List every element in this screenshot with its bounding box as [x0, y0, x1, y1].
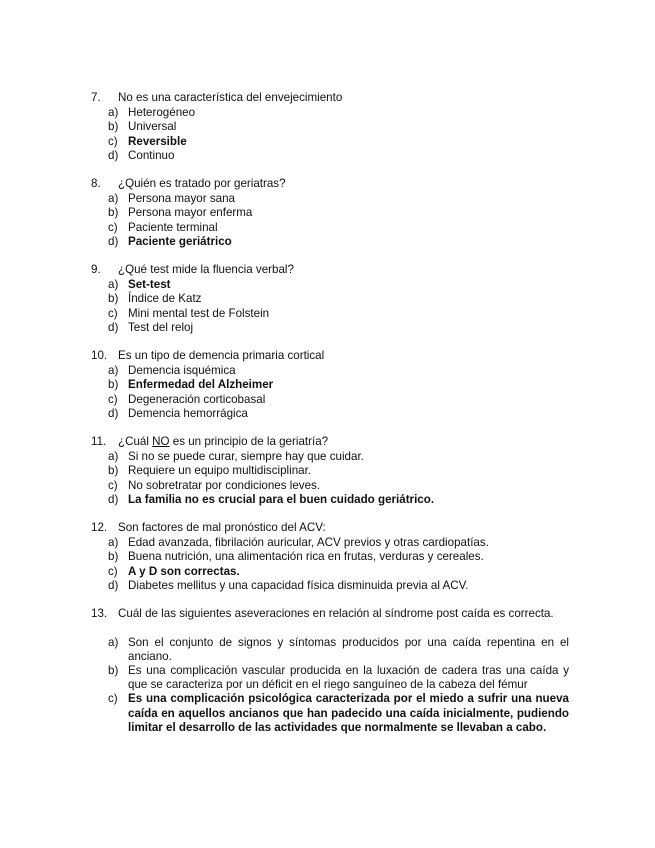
option-letter: a)	[108, 535, 119, 549]
question-10	[91, 349, 569, 422]
question-8	[91, 177, 569, 250]
option-text: Es una complicación vascular producida en la luxación de cadera tras una caída y que se caracteriza por un déficit en el riego sanguíneo de la cabeza del fémur	[128, 663, 569, 692]
option-letter: d)	[108, 321, 119, 334]
option-a	[91, 636, 569, 664]
option-text: Universal	[128, 120, 177, 133]
question-text: Es un tipo de demencia primaria cortical	[118, 349, 325, 362]
option-d	[91, 407, 569, 422]
option-text: Índice de Katz	[128, 292, 202, 305]
option-d	[91, 579, 569, 594]
question-stem	[91, 521, 569, 536]
question-number: 9.	[91, 263, 101, 276]
question-number: 8.	[91, 177, 101, 190]
question-stem	[91, 91, 569, 106]
option-text: Buena nutrición, una alimentación rica en frutas, verduras y cereales.	[128, 550, 484, 563]
option-text: Son el conjunto de signos y síntomas producidos por una caída repentina en el anciano.	[128, 635, 569, 663]
option-letter: b)	[108, 292, 119, 305]
option-letter: c)	[108, 220, 118, 234]
question-11	[91, 435, 569, 508]
options-list	[91, 364, 569, 422]
option-text: No sobretratar por condiciones leves.	[128, 478, 321, 492]
question-text-underlined: NO	[152, 435, 170, 448]
option-letter: d)	[108, 149, 119, 162]
question-stem	[91, 607, 569, 622]
option-letter: c)	[108, 692, 118, 706]
option-text-answer: A y D son correctas.	[128, 564, 240, 578]
option-b	[91, 664, 569, 692]
option-text: Persona mayor enferma	[128, 206, 253, 219]
option-letter: d)	[108, 493, 119, 506]
question-text: ¿Qué test mide la fluencia verbal?	[118, 263, 294, 276]
option-text: Mini mental test de Folstein	[128, 306, 270, 320]
option-text-answer: Set-test	[128, 277, 171, 291]
option-text-answer: Es una complicación psicológica caracterizada por el miedo a sufrir una nueva caída en aquellos ancianos que han padecido una caída inicialmente, pudiendo limitar el desarrollo de las actividades que normalmente se llevaban a cabo.	[128, 692, 569, 734]
option-letter: c)	[108, 306, 118, 320]
question-text	[118, 435, 328, 450]
option-b	[91, 292, 569, 307]
option-text: Degeneración corticobasal	[128, 392, 266, 406]
option-text: Si no se puede curar, siempre hay que cuidar.	[128, 449, 364, 463]
option-c	[91, 221, 569, 236]
question-text: Son factores de mal pronóstico del ACV:	[118, 521, 326, 534]
option-letter: c)	[108, 478, 118, 492]
question-7	[91, 91, 569, 164]
option-letter: a)	[108, 191, 119, 205]
question-13	[91, 607, 569, 735]
option-text: Demencia isquémica	[128, 363, 236, 377]
option-d	[91, 235, 569, 250]
option-letter: a)	[108, 105, 119, 119]
question-number: 13.	[91, 607, 108, 620]
question-number: 12.	[91, 521, 108, 534]
option-text-answer: La familia no es crucial para el buen cuidado geriátrico.	[128, 493, 435, 506]
question-text: Cuál de las siguientes aseveraciones en relación al síndrome post caída es correcta.	[118, 607, 554, 620]
option-c	[91, 692, 569, 735]
options-list	[91, 278, 569, 336]
option-a	[91, 106, 569, 121]
option-text-answer: Enfermedad del Alzheimer	[128, 378, 274, 391]
question-text-before: ¿Cuál	[118, 435, 153, 448]
option-letter: a)	[108, 635, 119, 649]
option-text-answer: Paciente geriátrico	[128, 235, 232, 248]
option-letter: b)	[108, 206, 119, 219]
option-letter: b)	[108, 120, 119, 133]
option-b	[91, 120, 569, 135]
options-list	[91, 450, 569, 508]
option-text: Test del reloj	[128, 321, 194, 334]
option-a	[91, 278, 569, 293]
question-9	[91, 263, 569, 336]
option-letter: c)	[108, 134, 118, 148]
option-b	[91, 206, 569, 221]
option-text: Diabetes mellitus y una capacidad física disminuida previa al ACV.	[128, 579, 469, 592]
question-stem	[91, 349, 569, 364]
option-b	[91, 378, 569, 393]
question-text: ¿Quién es tratado por geriatras?	[118, 177, 286, 190]
option-letter: b)	[108, 464, 119, 477]
options-list	[91, 536, 569, 594]
options-list	[91, 636, 569, 735]
option-b	[91, 464, 569, 479]
question-12	[91, 521, 569, 594]
question-text: No es una característica del envejecimiento	[118, 91, 343, 104]
question-stem	[91, 263, 569, 278]
option-b	[91, 550, 569, 565]
option-text: Edad avanzada, fibrilación auricular, ACV previos y otras cardiopatías.	[128, 535, 489, 549]
option-c	[91, 135, 569, 150]
option-d	[91, 321, 569, 336]
option-c	[91, 479, 569, 494]
option-text: Persona mayor sana	[128, 191, 235, 205]
option-letter: c)	[108, 564, 118, 578]
option-text: Demencia hemorrágica	[128, 407, 248, 420]
option-c	[91, 393, 569, 408]
option-letter: b)	[108, 663, 119, 677]
question-number: 11.	[91, 435, 107, 448]
option-letter: c)	[108, 392, 118, 406]
option-text: Paciente terminal	[128, 220, 218, 234]
question-text-after: es un principio de la geriatría?	[169, 435, 329, 448]
question-number: 7.	[91, 91, 101, 104]
question-stem	[91, 435, 569, 450]
options-list	[91, 192, 569, 250]
option-text: Continuo	[128, 149, 175, 162]
option-a	[91, 536, 569, 551]
option-d	[91, 493, 569, 508]
option-letter: d)	[108, 235, 119, 248]
option-a	[91, 364, 569, 379]
option-letter: a)	[108, 277, 119, 291]
option-a	[91, 192, 569, 207]
option-text: Heterogéneo	[128, 105, 196, 119]
option-c	[91, 307, 569, 322]
option-letter: b)	[108, 550, 119, 563]
option-text: Requiere un equipo multidisciplinar.	[128, 464, 312, 477]
option-text-answer: Reversible	[128, 134, 187, 148]
option-d	[91, 149, 569, 164]
option-letter: d)	[108, 579, 119, 592]
option-letter: b)	[108, 378, 119, 391]
option-letter: d)	[108, 407, 119, 420]
question-number: 10.	[91, 349, 108, 362]
options-list	[91, 106, 569, 164]
option-a	[91, 450, 569, 465]
option-letter: a)	[108, 449, 119, 463]
option-c	[91, 565, 569, 580]
question-stem	[91, 177, 569, 192]
option-letter: a)	[108, 363, 119, 377]
